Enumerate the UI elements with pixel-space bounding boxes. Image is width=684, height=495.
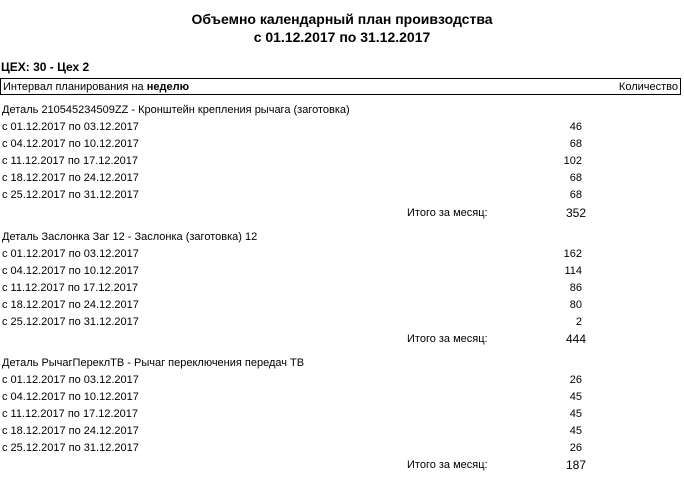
table-row (0, 442, 684, 456)
period-cell: с 25.12.2017 по 31.12.2017 (2, 316, 139, 328)
period-cell: с 01.12.2017 по 03.12.2017 (2, 374, 139, 386)
table-row (0, 408, 684, 422)
interval-label-text: Интервал планирования на (3, 81, 147, 93)
header-right-frame (340, 78, 681, 95)
period-cell: с 11.12.2017 по 17.12.2017 (2, 408, 139, 420)
table-row (0, 248, 684, 262)
monthly-total-value: 187 (565, 458, 586, 472)
quantity-cell: 26 (569, 442, 582, 454)
monthly-total-value: 352 (565, 206, 586, 220)
detail-title: Деталь Заслонка Заг 12 - Заслонка (заготовка) 12 (2, 231, 258, 243)
period-cell: с 01.12.2017 по 03.12.2017 (2, 248, 139, 260)
period-cell: с 11.12.2017 по 17.12.2017 (2, 282, 139, 294)
quantity-cell: 45 (569, 408, 582, 420)
monthly-total-label: Итого за месяц: (407, 459, 488, 471)
table-row (0, 282, 684, 296)
table-row (0, 374, 684, 388)
period-cell: с 25.12.2017 по 31.12.2017 (2, 442, 139, 454)
table-row (0, 425, 684, 439)
monthly-total-value: 444 (565, 332, 586, 346)
quantity-cell: 68 (569, 172, 582, 184)
table-row (0, 299, 684, 313)
quantity-cell: 45 (569, 391, 582, 403)
table-row (0, 265, 684, 279)
table-row (0, 138, 684, 152)
monthly-total-row (0, 459, 684, 473)
quantity-cell: 26 (569, 374, 582, 386)
monthly-total-label: Итого за месяц: (407, 333, 488, 345)
quantity-cell: 45 (569, 425, 582, 437)
interval-label (3, 81, 189, 94)
period-cell: с 18.12.2017 по 24.12.2017 (2, 172, 139, 184)
monthly-total-label: Итого за месяц: (407, 207, 488, 219)
table-row (0, 155, 684, 169)
quantity-cell: 86 (569, 282, 582, 294)
detail-title: Деталь 210545234509ZZ - Кронштейн крепления рычага (заготовка) (2, 104, 350, 116)
quantity-cell: 2 (575, 316, 582, 328)
interval-value: неделю (146, 81, 189, 93)
shop-label: ЦЕХ: 30 - Цех 2 (1, 60, 90, 74)
quantity-cell: 102 (563, 155, 582, 167)
table-row (0, 172, 684, 186)
quantity-cell: 68 (569, 189, 582, 201)
report-title: Объемно календарный план проивзодства (191, 11, 493, 27)
quantity-column-header: Количество (618, 81, 678, 93)
table-row (0, 316, 684, 330)
quantity-cell: 68 (569, 138, 582, 150)
period-cell: с 18.12.2017 по 24.12.2017 (2, 299, 139, 311)
detail-title: Деталь РычагПереклТВ - Рычаг переключения передач ТВ (2, 357, 305, 369)
period-cell: с 18.12.2017 по 24.12.2017 (2, 425, 139, 437)
period-cell: с 01.12.2017 по 03.12.2017 (2, 121, 139, 133)
monthly-total-row (0, 207, 684, 221)
monthly-total-row (0, 333, 684, 347)
period-cell: с 04.12.2017 по 10.12.2017 (2, 265, 139, 277)
table-row (0, 121, 684, 135)
table-row (0, 391, 684, 405)
period-cell: с 04.12.2017 по 10.12.2017 (2, 391, 139, 403)
period-cell: с 04.12.2017 по 10.12.2017 (2, 138, 139, 150)
quantity-cell: 46 (569, 121, 582, 133)
period-cell: с 11.12.2017 по 17.12.2017 (2, 155, 139, 167)
table-row (0, 189, 684, 203)
quantity-cell: 114 (564, 265, 582, 277)
report-period: с 01.12.2017 по 31.12.2017 (253, 29, 431, 45)
quantity-cell: 162 (563, 248, 582, 260)
header-left-frame (0, 78, 340, 95)
period-cell: с 25.12.2017 по 31.12.2017 (2, 189, 139, 201)
table-header (0, 78, 681, 96)
quantity-cell: 80 (569, 299, 582, 311)
